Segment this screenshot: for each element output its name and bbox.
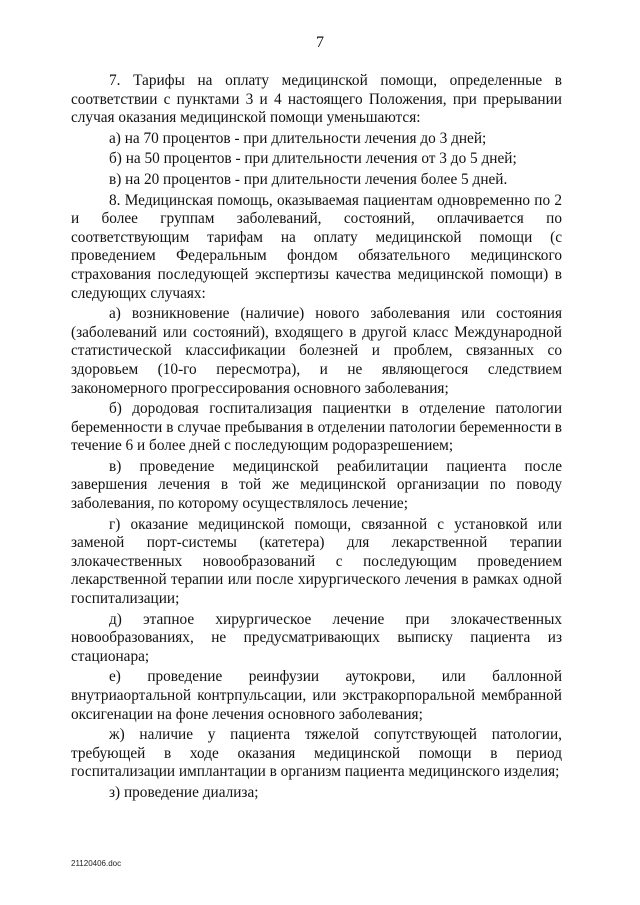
list-item-8d: г) оказание медицинской помощи, связанной с установкой или заменой порт-системы (катетера) для лекарственной терапии злокачественных новообразований с последующим проведением лекарственной терапии или после хирургического лечения в рамках одной госпитализации; <box>71 515 562 608</box>
list-item-7a: а) на 70 процентов - при длительности лечения до 3 дней; <box>109 129 487 147</box>
footer-file-reference: 21120406.doc <box>71 859 122 868</box>
list-item-8b: б) дородовая госпитализация пациентки в отделение патологии беременности в случае пребывания в отделении патологии беременности в течение 6 и более дней с последующим родоразрешением; <box>71 400 562 455</box>
list-item-8h: з) проведение диализа; <box>109 783 259 801</box>
page-number: 7 <box>316 34 324 51</box>
list-item-8c: в) проведение медицинской реабилитации пациента после завершения лечения в той же медицинской организации по поводу заболевания, по которому осуществлялось лечение; <box>71 457 562 513</box>
document-body <box>71 72 562 805</box>
list-item-7c: в) на 20 процентов - при длительности лечения более 5 дней. <box>109 170 508 188</box>
list-item-8a: а) возникновение (наличие) нового заболевания или состояния (заболеваний или состояний), входящего в другой класс Международной статистической классификации болезней и проблем, связанных со здоровьем (10-го пересмотра), и не являющегося следствием закономерного прогрессирования основного заболевания; <box>71 305 562 397</box>
list-item-7b: б) на 50 процентов - при длительности лечения от 3 до 5 дней; <box>109 150 517 168</box>
paragraph-7: 7. Тарифы на оплату медицинской помощи, определенные в соответствии с пунктами 3 и 4 настоящего Положения, при прерывании случая оказания медицинской помощи уменьшаются: <box>71 72 562 127</box>
paragraph-8: 8. Медицинская помощь, оказываемая пациентам одновременно по 2 и более группам заболеваний, состояний, оплачивается по соответствующим тарифам на оплату медицинской помощи (с проведением Федеральным фондом обязательного медицинского страхования последующей экспертизы качества медицинской помощи) в следующих случаях: <box>71 191 562 302</box>
list-item-8e: д) этапное хирургическое лечение при злокачественных новообразованиях, не предусматривающих выписку пациента из стационара; <box>71 610 562 665</box>
list-item-8f: е) проведение реинфузии аутокрови, или баллонной внутриаортальной контрпульсации, или экстракорпоральной мембранной оксигенации на фоне лечения основного заболевания; <box>71 668 562 723</box>
list-item-8g: ж) наличие у пациента тяжелой сопутствующей патологии, требующей в ходе оказания медицинской помощи в период госпитализации имплантации в организм пациента медицинского изделия; <box>71 726 562 781</box>
